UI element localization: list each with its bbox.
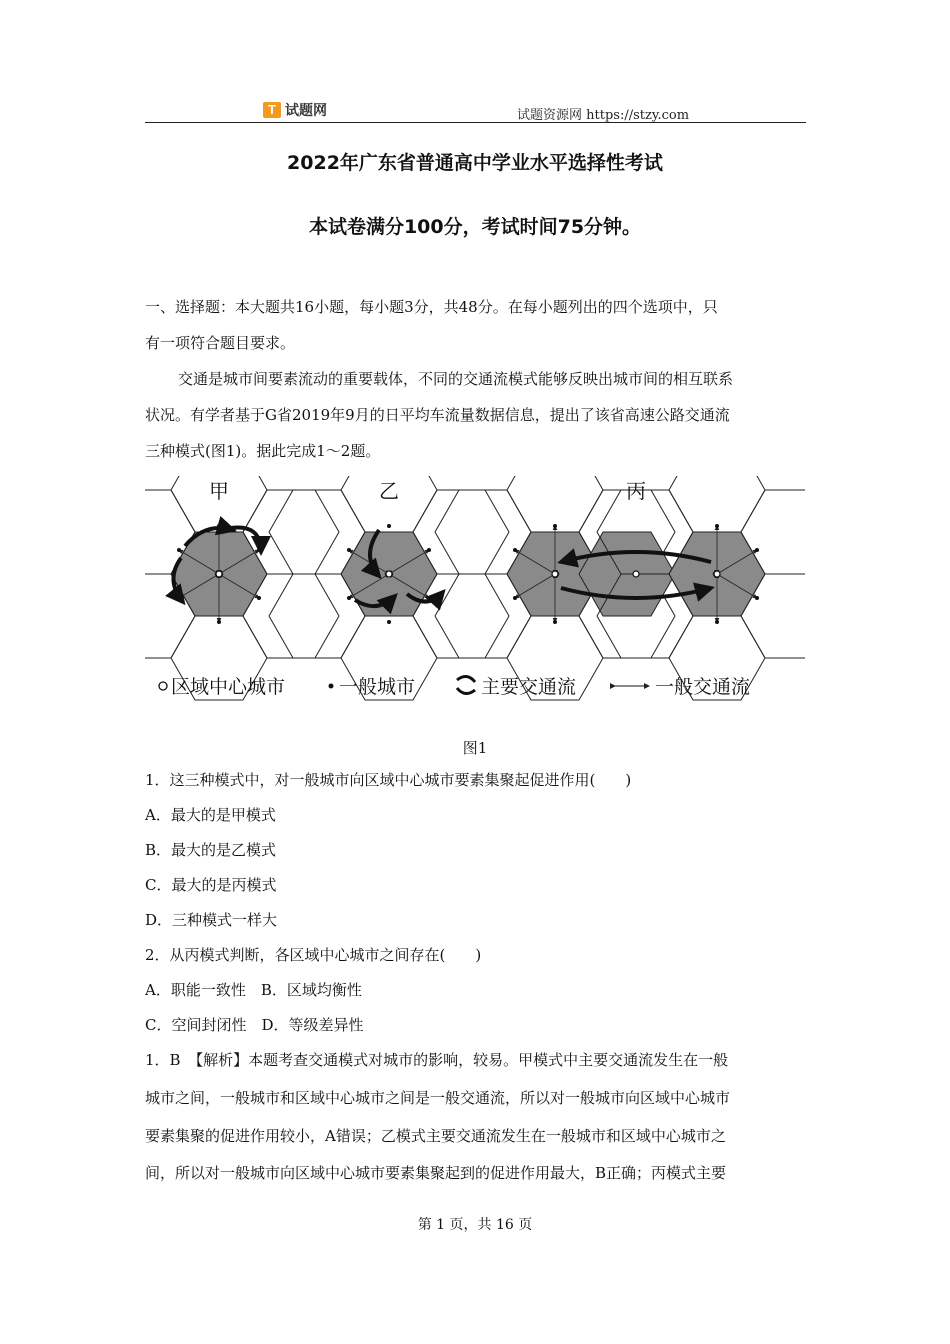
label-yi: 乙	[379, 479, 399, 503]
site-url[interactable]: 试题资源网 https://stzy.com	[517, 108, 690, 123]
figure-legend	[159, 676, 750, 698]
exam-title: 2022年广东省普通高中学业水平选择性考试	[287, 152, 663, 174]
figure-caption: 图1	[462, 739, 488, 757]
q1-option-d: D．三种模式一样大	[145, 911, 278, 929]
label-bing: 丙	[626, 479, 646, 503]
intro-paragraph: 状况。有学者基于G省2019年9月的日平均车流量数据信息，提出了该省高速公路交通流	[145, 406, 730, 424]
answer-explanation: 间，所以对一般城市向区域中心城市要素集聚起到的促进作用最大，B正确；丙模式主要	[145, 1164, 727, 1182]
question-1: 1．这三种模式中，对一般城市向区域中心城市要素集聚起促进作用( )	[145, 771, 632, 789]
q2-options-cd: C．空间封闭性 D．等级差异性	[145, 1016, 364, 1034]
q1-option-b: B．最大的是乙模式	[145, 841, 277, 859]
main-flow-icon	[457, 676, 475, 693]
legend-general-flow: 一般交通流	[655, 676, 751, 698]
page-header	[145, 98, 806, 123]
section-instructions: 一、选择题：本大题共16小题，每小题3分，共48分。在每小题列出的四个选项中，只	[145, 298, 718, 316]
question-2: 2．从丙模式判断，各区域中心城市之间存在( )	[145, 946, 482, 964]
exam-subtitle: 本试卷满分100分，考试时间75分钟。	[308, 216, 642, 238]
logo-text: 试题网	[285, 103, 327, 119]
site-logo[interactable]	[263, 100, 327, 120]
q2-options-ab: A．职能一致性 B．区域均衡性	[145, 981, 362, 999]
cluster-bing	[435, 476, 805, 700]
intro-paragraph: 三种模式(图1)。据此完成1～2题。	[145, 442, 381, 460]
legend-general-city: 一般城市	[339, 676, 416, 698]
answer-explanation: 1．B 【解析】本题考查交通模式对城市的影响，较易。甲模式中主要交通流发生在一般	[145, 1051, 729, 1069]
label-jia: 甲	[209, 479, 229, 503]
section-instructions: 有一项符合题目要求。	[145, 334, 296, 352]
legend-center-city: 区域中心城市	[171, 676, 286, 698]
general-city-marker	[329, 684, 334, 689]
answer-explanation: 要素集聚的促进作用较小，A错误；乙模式主要交通流发生在一般城市和区域中心城市之	[145, 1127, 726, 1145]
legend-main-flow: 主要交通流	[481, 676, 577, 698]
center-city-marker	[159, 682, 167, 690]
intro-paragraph: 交通是城市间要素流动的重要载体，不同的交通流模式能够反映出城市间的相互联系	[178, 370, 734, 388]
logo-icon: T	[263, 102, 281, 118]
page-number: 第 1 页，共 16 页	[417, 1217, 533, 1233]
q1-option-a: A．最大的是甲模式	[145, 806, 276, 824]
traffic-pattern-figure	[145, 476, 805, 712]
q1-option-c: C．最大的是丙模式	[145, 876, 277, 894]
answer-explanation: 城市之间，一般城市和区域中心城市之间是一般交通流，所以对一般城市向区域中心城市	[145, 1089, 731, 1107]
cluster-yi	[269, 476, 509, 700]
